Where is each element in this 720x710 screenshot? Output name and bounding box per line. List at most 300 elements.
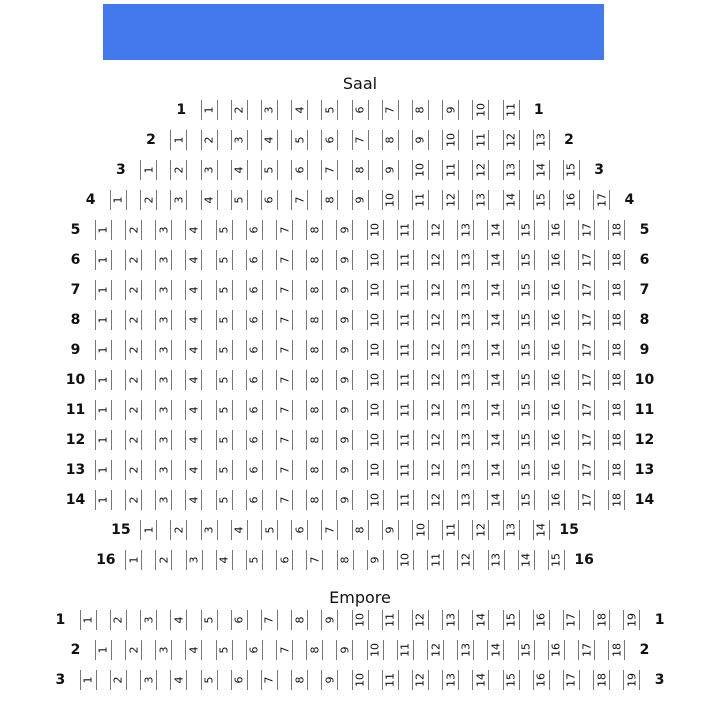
seat[interactable] (216, 550, 233, 570)
seat[interactable] (140, 160, 157, 180)
seat[interactable] (548, 400, 565, 420)
seat[interactable] (608, 220, 625, 240)
seat[interactable] (427, 400, 444, 420)
seat[interactable] (397, 430, 414, 450)
seat[interactable] (397, 460, 414, 480)
seat[interactable] (548, 490, 565, 510)
seat[interactable] (155, 640, 172, 660)
seat[interactable] (503, 520, 520, 540)
seat[interactable] (155, 250, 172, 270)
seat[interactable] (578, 340, 595, 360)
seat[interactable] (185, 340, 202, 360)
seat[interactable] (291, 520, 308, 540)
seat[interactable] (185, 220, 202, 240)
seat[interactable] (321, 130, 338, 150)
seat[interactable] (216, 250, 233, 270)
seat[interactable] (170, 610, 187, 630)
seat[interactable] (503, 130, 520, 150)
seat[interactable] (412, 670, 429, 690)
seat[interactable] (593, 610, 610, 630)
seat[interactable] (548, 310, 565, 330)
seat[interactable] (140, 190, 157, 210)
seat[interactable] (95, 370, 112, 390)
seat[interactable] (321, 190, 338, 210)
seat[interactable] (367, 310, 384, 330)
seat[interactable] (367, 550, 384, 570)
seat[interactable] (185, 640, 202, 660)
seat[interactable] (170, 520, 187, 540)
seat[interactable] (155, 490, 172, 510)
seat[interactable] (336, 340, 353, 360)
seat[interactable] (488, 550, 505, 570)
seat[interactable] (216, 220, 233, 240)
seat[interactable] (95, 280, 112, 300)
seat[interactable] (276, 370, 293, 390)
seat[interactable] (306, 460, 323, 480)
seat[interactable] (276, 400, 293, 420)
seat[interactable] (518, 430, 535, 450)
seat[interactable] (487, 220, 504, 240)
seat[interactable] (216, 370, 233, 390)
seat[interactable] (352, 670, 369, 690)
seat[interactable] (216, 460, 233, 480)
seat[interactable] (518, 640, 535, 660)
seat[interactable] (336, 280, 353, 300)
seat[interactable] (185, 370, 202, 390)
seat[interactable] (382, 190, 399, 210)
seat[interactable] (382, 610, 399, 630)
seat[interactable] (261, 100, 278, 120)
seat[interactable] (246, 430, 263, 450)
seat[interactable] (457, 280, 474, 300)
seat[interactable] (503, 670, 520, 690)
seat[interactable] (185, 400, 202, 420)
seat[interactable] (95, 460, 112, 480)
seat[interactable] (261, 670, 278, 690)
seat[interactable] (367, 340, 384, 360)
seat[interactable] (427, 280, 444, 300)
seat[interactable] (533, 130, 550, 150)
seat[interactable] (487, 280, 504, 300)
seat[interactable] (216, 430, 233, 450)
seat[interactable] (231, 160, 248, 180)
seat[interactable] (503, 610, 520, 630)
seat[interactable] (457, 490, 474, 510)
seat[interactable] (337, 550, 354, 570)
seat[interactable] (367, 400, 384, 420)
seat[interactable] (231, 610, 248, 630)
seat[interactable] (578, 280, 595, 300)
seat[interactable] (412, 520, 429, 540)
seat[interactable] (125, 340, 142, 360)
seat[interactable] (442, 130, 459, 150)
seat[interactable] (412, 610, 429, 630)
seat[interactable] (201, 160, 218, 180)
seat[interactable] (427, 640, 444, 660)
seat[interactable] (125, 220, 142, 240)
seat[interactable] (125, 310, 142, 330)
seat[interactable] (186, 550, 203, 570)
seat[interactable] (140, 520, 157, 540)
seat[interactable] (533, 670, 550, 690)
seat[interactable] (291, 610, 308, 630)
seat[interactable] (412, 160, 429, 180)
seat[interactable] (125, 490, 142, 510)
seat[interactable] (170, 670, 187, 690)
seat[interactable] (261, 520, 278, 540)
seat[interactable] (336, 370, 353, 390)
seat[interactable] (487, 340, 504, 360)
seat[interactable] (367, 250, 384, 270)
seat[interactable] (125, 550, 142, 570)
seat[interactable] (306, 400, 323, 420)
seat[interactable] (457, 640, 474, 660)
seat[interactable] (382, 160, 399, 180)
seat[interactable] (472, 100, 489, 120)
seat[interactable] (608, 370, 625, 390)
seat[interactable] (457, 460, 474, 480)
seat[interactable] (291, 160, 308, 180)
seat[interactable] (397, 340, 414, 360)
seat[interactable] (487, 430, 504, 450)
seat[interactable] (548, 460, 565, 480)
seat[interactable] (548, 430, 565, 450)
seat[interactable] (95, 490, 112, 510)
seat[interactable] (216, 490, 233, 510)
seat[interactable] (246, 400, 263, 420)
seat[interactable] (578, 640, 595, 660)
seat[interactable] (80, 610, 97, 630)
seat[interactable] (518, 400, 535, 420)
seat[interactable] (472, 190, 489, 210)
seat[interactable] (487, 490, 504, 510)
seat[interactable] (442, 610, 459, 630)
seat[interactable] (276, 250, 293, 270)
seat[interactable] (125, 400, 142, 420)
seat[interactable] (201, 100, 218, 120)
seat[interactable] (397, 370, 414, 390)
seat[interactable] (170, 190, 187, 210)
seat[interactable] (578, 250, 595, 270)
seat[interactable] (548, 250, 565, 270)
seat[interactable] (276, 550, 293, 570)
seat[interactable] (608, 340, 625, 360)
seat[interactable] (533, 160, 550, 180)
seat[interactable] (216, 340, 233, 360)
seat[interactable] (442, 670, 459, 690)
seat[interactable] (306, 640, 323, 660)
seat[interactable] (548, 220, 565, 240)
seat[interactable] (125, 280, 142, 300)
seat[interactable] (487, 640, 504, 660)
seat[interactable] (533, 190, 550, 210)
seat[interactable] (442, 160, 459, 180)
seat[interactable] (382, 520, 399, 540)
seat[interactable] (306, 280, 323, 300)
seat[interactable] (427, 430, 444, 450)
seat[interactable] (472, 670, 489, 690)
seat[interactable] (578, 460, 595, 480)
seat[interactable] (548, 640, 565, 660)
seat[interactable] (472, 160, 489, 180)
seat[interactable] (487, 370, 504, 390)
seat[interactable] (563, 670, 580, 690)
seat[interactable] (427, 220, 444, 240)
seat[interactable] (155, 460, 172, 480)
seat[interactable] (231, 670, 248, 690)
seat[interactable] (276, 430, 293, 450)
seat[interactable] (246, 370, 263, 390)
seat[interactable] (321, 160, 338, 180)
seat[interactable] (321, 670, 338, 690)
seat[interactable] (155, 310, 172, 330)
seat[interactable] (216, 310, 233, 330)
seat[interactable] (170, 160, 187, 180)
seat[interactable] (367, 370, 384, 390)
seat[interactable] (608, 490, 625, 510)
seat[interactable] (231, 190, 248, 210)
seat[interactable] (125, 460, 142, 480)
seat[interactable] (261, 190, 278, 210)
seat[interactable] (352, 100, 369, 120)
seat[interactable] (457, 220, 474, 240)
seat[interactable] (231, 520, 248, 540)
seat[interactable] (125, 640, 142, 660)
seat[interactable] (367, 280, 384, 300)
seat[interactable] (95, 340, 112, 360)
seat[interactable] (140, 610, 157, 630)
seat[interactable] (201, 670, 218, 690)
seat[interactable] (427, 460, 444, 480)
seat[interactable] (336, 430, 353, 450)
seat[interactable] (412, 100, 429, 120)
seat[interactable] (457, 430, 474, 450)
seat[interactable] (110, 670, 127, 690)
seat[interactable] (170, 130, 187, 150)
seat[interactable] (306, 370, 323, 390)
seat[interactable] (518, 370, 535, 390)
seat[interactable] (578, 430, 595, 450)
seat[interactable] (246, 640, 263, 660)
seat[interactable] (518, 310, 535, 330)
seat[interactable] (246, 220, 263, 240)
seat[interactable] (487, 460, 504, 480)
seat[interactable] (367, 640, 384, 660)
seat[interactable] (457, 340, 474, 360)
seat[interactable] (427, 340, 444, 360)
seat[interactable] (155, 280, 172, 300)
seat[interactable] (457, 310, 474, 330)
seat[interactable] (518, 280, 535, 300)
seat[interactable] (155, 400, 172, 420)
seat[interactable] (306, 340, 323, 360)
seat[interactable] (397, 310, 414, 330)
seat[interactable] (457, 400, 474, 420)
seat[interactable] (95, 400, 112, 420)
seat[interactable] (276, 310, 293, 330)
seat[interactable] (382, 670, 399, 690)
seat[interactable] (306, 250, 323, 270)
seat[interactable] (518, 550, 535, 570)
seat[interactable] (367, 220, 384, 240)
seat[interactable] (336, 400, 353, 420)
seat[interactable] (155, 220, 172, 240)
seat[interactable] (201, 130, 218, 150)
seat[interactable] (397, 640, 414, 660)
seat[interactable] (608, 640, 625, 660)
seat[interactable] (185, 430, 202, 450)
seat[interactable] (276, 280, 293, 300)
seat[interactable] (563, 190, 580, 210)
seat[interactable] (125, 370, 142, 390)
seat[interactable] (412, 130, 429, 150)
seat[interactable] (548, 340, 565, 360)
seat[interactable] (608, 280, 625, 300)
seat[interactable] (306, 550, 323, 570)
seat[interactable] (291, 100, 308, 120)
seat[interactable] (623, 610, 640, 630)
seat[interactable] (336, 250, 353, 270)
seat[interactable] (231, 130, 248, 150)
seat[interactable] (563, 160, 580, 180)
seat[interactable] (427, 370, 444, 390)
seat[interactable] (487, 310, 504, 330)
seat[interactable] (95, 640, 112, 660)
seat[interactable] (623, 670, 640, 690)
seat[interactable] (533, 610, 550, 630)
seat[interactable] (185, 310, 202, 330)
seat[interactable] (427, 310, 444, 330)
seat[interactable] (276, 640, 293, 660)
seat[interactable] (518, 340, 535, 360)
seat[interactable] (110, 190, 127, 210)
seat[interactable] (382, 100, 399, 120)
seat[interactable] (321, 520, 338, 540)
seat[interactable] (80, 670, 97, 690)
seat[interactable] (593, 670, 610, 690)
seat[interactable] (518, 250, 535, 270)
seat[interactable] (185, 280, 202, 300)
seat[interactable] (306, 430, 323, 450)
seat[interactable] (261, 610, 278, 630)
seat[interactable] (487, 250, 504, 270)
seat[interactable] (276, 490, 293, 510)
seat[interactable] (185, 250, 202, 270)
seat[interactable] (608, 250, 625, 270)
seat[interactable] (246, 490, 263, 510)
seat[interactable] (261, 130, 278, 150)
seat[interactable] (412, 190, 429, 210)
seat[interactable] (457, 250, 474, 270)
seat[interactable] (548, 280, 565, 300)
seat[interactable] (352, 190, 369, 210)
seat[interactable] (336, 220, 353, 240)
seat[interactable] (261, 160, 278, 180)
seat[interactable] (397, 220, 414, 240)
seat[interactable] (246, 280, 263, 300)
seat[interactable] (95, 220, 112, 240)
seat[interactable] (472, 520, 489, 540)
seat[interactable] (110, 610, 127, 630)
seat[interactable] (216, 280, 233, 300)
seat[interactable] (397, 490, 414, 510)
seat[interactable] (306, 220, 323, 240)
seat[interactable] (397, 280, 414, 300)
seat[interactable] (246, 310, 263, 330)
seat[interactable] (518, 460, 535, 480)
seat[interactable] (155, 340, 172, 360)
seat[interactable] (548, 370, 565, 390)
seat[interactable] (518, 490, 535, 510)
seat[interactable] (593, 190, 610, 210)
seat[interactable] (503, 100, 520, 120)
seat[interactable] (352, 520, 369, 540)
seat[interactable] (487, 400, 504, 420)
seat[interactable] (578, 310, 595, 330)
seat[interactable] (246, 250, 263, 270)
seat[interactable] (578, 370, 595, 390)
seat[interactable] (503, 190, 520, 210)
seat[interactable] (608, 310, 625, 330)
seat[interactable] (472, 130, 489, 150)
seat[interactable] (533, 520, 550, 540)
seat[interactable] (367, 430, 384, 450)
seat[interactable] (427, 550, 444, 570)
seat[interactable] (578, 400, 595, 420)
seat[interactable] (336, 310, 353, 330)
seat[interactable] (231, 100, 248, 120)
seat[interactable] (518, 220, 535, 240)
seat[interactable] (185, 490, 202, 510)
seat[interactable] (503, 160, 520, 180)
seat[interactable] (95, 310, 112, 330)
seat[interactable] (306, 310, 323, 330)
seat[interactable] (352, 160, 369, 180)
seat[interactable] (201, 520, 218, 540)
seat[interactable] (442, 100, 459, 120)
seat[interactable] (291, 670, 308, 690)
seat[interactable] (155, 370, 172, 390)
seat[interactable] (336, 460, 353, 480)
seat[interactable] (608, 430, 625, 450)
seat[interactable] (306, 490, 323, 510)
seat[interactable] (291, 190, 308, 210)
seat[interactable] (336, 490, 353, 510)
seat[interactable] (246, 340, 263, 360)
seat[interactable] (563, 610, 580, 630)
seat[interactable] (216, 640, 233, 660)
seat[interactable] (95, 430, 112, 450)
seat[interactable] (291, 130, 308, 150)
seat[interactable] (276, 340, 293, 360)
seat[interactable] (457, 550, 474, 570)
seat[interactable] (608, 400, 625, 420)
seat[interactable] (216, 400, 233, 420)
seat[interactable] (140, 670, 157, 690)
seat[interactable] (155, 550, 172, 570)
seat[interactable] (321, 610, 338, 630)
seat[interactable] (352, 130, 369, 150)
seat[interactable] (352, 610, 369, 630)
seat[interactable] (201, 610, 218, 630)
seat[interactable] (397, 250, 414, 270)
seat[interactable] (442, 190, 459, 210)
seat[interactable] (246, 460, 263, 480)
seat[interactable] (427, 490, 444, 510)
seat[interactable] (427, 250, 444, 270)
seat[interactable] (457, 370, 474, 390)
seat[interactable] (578, 490, 595, 510)
